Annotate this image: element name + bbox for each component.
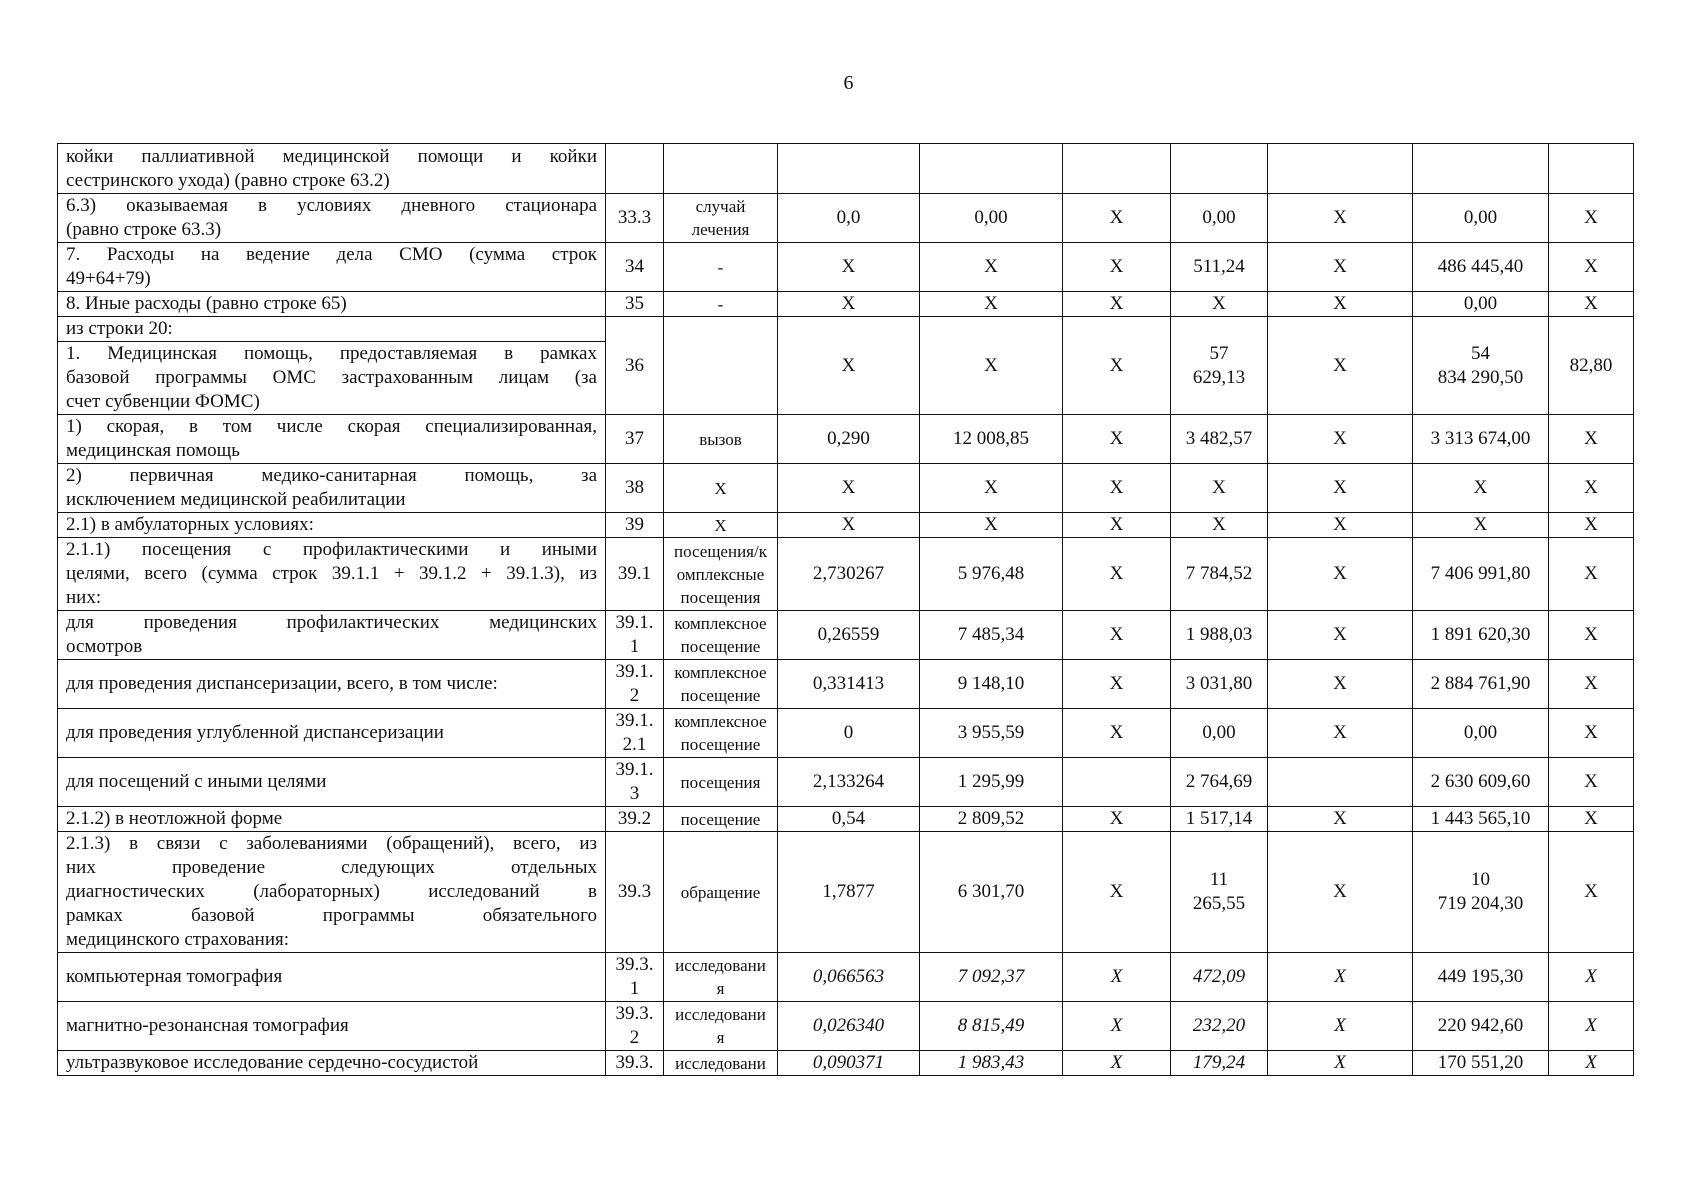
- row-number: 37: [606, 415, 664, 464]
- budget-per-capita-cell: [1063, 144, 1171, 194]
- oms-total-cell: 54 834 290,50: [1413, 317, 1549, 415]
- percent-cell: [1549, 144, 1634, 194]
- oms-per-capita-cell: 57 629,13: [1171, 317, 1268, 415]
- unit-cell: Х: [664, 513, 778, 538]
- budget-total-cell: Х: [1268, 464, 1413, 513]
- percent-cell: Х: [1549, 292, 1634, 317]
- row-name: 2.1.3) в связи с заболеваниями (обращений), всего, из них проведение следующих отдельных диагностических (лабораторных) исследований в рамках базовой программы обязательного медицинского страхования:: [58, 832, 606, 953]
- oms-total-cell: 170 551,20: [1413, 1051, 1549, 1076]
- row-number: [606, 144, 664, 194]
- budget-per-capita-cell: Х: [1063, 415, 1171, 464]
- oms-per-capita-cell: 2 764,69: [1171, 758, 1268, 807]
- table-row: [58, 292, 1634, 317]
- percent-cell: Х: [1549, 807, 1634, 832]
- volume-cell: 0,331413: [778, 660, 920, 709]
- percent-cell: Х: [1549, 1002, 1634, 1051]
- row-name: для проведения углубленной диспансеризации: [58, 709, 606, 758]
- cost-cell: 12 008,85: [920, 415, 1063, 464]
- budget-per-capita-cell: Х: [1063, 194, 1171, 243]
- budget-per-capita-cell: Х: [1063, 513, 1171, 538]
- volume-cell: 2,133264: [778, 758, 920, 807]
- cost-cell: [920, 144, 1063, 194]
- cost-cell: Х: [920, 317, 1063, 415]
- cost-cell: 5 976,48: [920, 538, 1063, 611]
- cost-cell: 9 148,10: [920, 660, 1063, 709]
- budget-total-cell: Х: [1268, 807, 1413, 832]
- row-number: 39.1: [606, 538, 664, 611]
- oms-per-capita-cell: 511,24: [1171, 243, 1268, 292]
- table-row: [58, 709, 1634, 758]
- oms-total-cell: 3 313 674,00: [1413, 415, 1549, 464]
- budget-total-cell: Х: [1268, 1051, 1413, 1076]
- page-number: 6: [843, 72, 854, 94]
- percent-cell: Х: [1549, 660, 1634, 709]
- table-row: [58, 1051, 1634, 1076]
- cost-cell: 1 295,99: [920, 758, 1063, 807]
- oms-per-capita-cell: [1171, 144, 1268, 194]
- row-number: 39.3.: [606, 1051, 664, 1076]
- budget-per-capita-cell: Х: [1063, 1051, 1171, 1076]
- table-row: [58, 807, 1634, 832]
- row-name: 1) скорая, в том числе скорая специализированная, медицинская помощь: [58, 415, 606, 464]
- budget-per-capita-cell: Х: [1063, 611, 1171, 660]
- budget-total-cell: Х: [1268, 832, 1413, 953]
- unit-cell: исследовани: [664, 1051, 778, 1076]
- budget-total-cell: Х: [1268, 243, 1413, 292]
- cost-cell: 7 485,34: [920, 611, 1063, 660]
- oms-total-cell: 2 630 609,60: [1413, 758, 1549, 807]
- oms-per-capita-cell: 11 265,55: [1171, 832, 1268, 953]
- row-number: 39.3. 2: [606, 1002, 664, 1051]
- oms-per-capita-cell: 3 031,80: [1171, 660, 1268, 709]
- row-name: для посещений с иными целями: [58, 758, 606, 807]
- oms-per-capita-cell: 1 517,14: [1171, 807, 1268, 832]
- row-name: 2.1.2) в неотложной форме: [58, 807, 606, 832]
- budget-total-cell: Х: [1268, 1002, 1413, 1051]
- row-number: 39.2: [606, 807, 664, 832]
- volume-cell: Х: [778, 292, 920, 317]
- cost-cell: 6 301,70: [920, 832, 1063, 953]
- oms-per-capita-cell: 0,00: [1171, 194, 1268, 243]
- table-row: [58, 953, 1634, 1002]
- unit-cell: комплексное посещение: [664, 709, 778, 758]
- oms-total-cell: 1 443 565,10: [1413, 807, 1549, 832]
- budget-total-cell: Х: [1268, 317, 1413, 415]
- budget-total-cell: [1268, 144, 1413, 194]
- unit-cell: -: [664, 292, 778, 317]
- oms-per-capita-cell: 1 988,03: [1171, 611, 1268, 660]
- unit-cell: посещения/к омплексные посещения: [664, 538, 778, 611]
- percent-cell: 82,80: [1549, 317, 1634, 415]
- table-row: [58, 415, 1634, 464]
- volume-cell: 0,026340: [778, 1002, 920, 1051]
- unit-cell: вызов: [664, 415, 778, 464]
- oms-per-capita-cell: 232,20: [1171, 1002, 1268, 1051]
- percent-cell: Х: [1549, 194, 1634, 243]
- oms-total-cell: Х: [1413, 464, 1549, 513]
- oms-total-cell: 0,00: [1413, 194, 1549, 243]
- budget-total-cell: Х: [1268, 415, 1413, 464]
- table-row: [58, 660, 1634, 709]
- percent-cell: Х: [1549, 513, 1634, 538]
- table-row: [58, 611, 1634, 660]
- volume-cell: 0,54: [778, 807, 920, 832]
- budget-per-capita-cell: [1063, 758, 1171, 807]
- budget-total-cell: Х: [1268, 611, 1413, 660]
- table-row: [58, 758, 1634, 807]
- row-number: 39.1. 2: [606, 660, 664, 709]
- volume-cell: Х: [778, 317, 920, 415]
- row-number: 39.3: [606, 832, 664, 953]
- unit-cell: комплексное посещение: [664, 611, 778, 660]
- oms-total-cell: 7 406 991,80: [1413, 538, 1549, 611]
- budget-per-capita-cell: Х: [1063, 538, 1171, 611]
- unit-cell: посещение: [664, 807, 778, 832]
- oms-total-cell: 486 445,40: [1413, 243, 1549, 292]
- table-row: [58, 243, 1634, 292]
- volume-cell: 2,730267: [778, 538, 920, 611]
- oms-per-capita-cell: Х: [1171, 464, 1268, 513]
- budget-total-cell: Х: [1268, 194, 1413, 243]
- cost-cell: 2 809,52: [920, 807, 1063, 832]
- volume-cell: Х: [778, 243, 920, 292]
- table-row: [58, 538, 1634, 611]
- budget-total-cell: Х: [1268, 709, 1413, 758]
- row-number: 39.3. 1: [606, 953, 664, 1002]
- percent-cell: Х: [1549, 415, 1634, 464]
- budget-total-cell: Х: [1268, 953, 1413, 1002]
- row-number: 38: [606, 464, 664, 513]
- cost-cell: 8 815,49: [920, 1002, 1063, 1051]
- budget-total-cell: Х: [1268, 538, 1413, 611]
- unit-cell: -: [664, 243, 778, 292]
- unit-cell: посещения: [664, 758, 778, 807]
- oms-total-cell: 449 195,30: [1413, 953, 1549, 1002]
- oms-per-capita-cell: Х: [1171, 513, 1268, 538]
- oms-per-capita-cell: 7 784,52: [1171, 538, 1268, 611]
- table-row: [58, 317, 1634, 342]
- percent-cell: Х: [1549, 243, 1634, 292]
- percent-cell: Х: [1549, 464, 1634, 513]
- volume-cell: [778, 144, 920, 194]
- unit-cell: Х: [664, 464, 778, 513]
- oms-total-cell: 0,00: [1413, 292, 1549, 317]
- volume-cell: 0: [778, 709, 920, 758]
- volume-cell: 0,066563: [778, 953, 920, 1002]
- budget-table: [57, 143, 1634, 1076]
- row-number: 39: [606, 513, 664, 538]
- volume-cell: 1,7877: [778, 832, 920, 953]
- unit-cell: [664, 144, 778, 194]
- oms-total-cell: 2 884 761,90: [1413, 660, 1549, 709]
- row-name: 2) первичная медико-санитарная помощь, за исключением медицинской реабилитации: [58, 464, 606, 513]
- percent-cell: Х: [1549, 758, 1634, 807]
- cost-cell: 1 983,43: [920, 1051, 1063, 1076]
- budget-per-capita-cell: Х: [1063, 317, 1171, 415]
- oms-total-cell: 220 942,60: [1413, 1002, 1549, 1051]
- oms-per-capita-cell: Х: [1171, 292, 1268, 317]
- budget-per-capita-cell: Х: [1063, 953, 1171, 1002]
- budget-total-cell: Х: [1268, 513, 1413, 538]
- row-name: ультразвуковое исследование сердечно-сосудистой: [58, 1051, 606, 1076]
- unit-cell: исследовани я: [664, 953, 778, 1002]
- table-row: [58, 144, 1634, 194]
- budget-total-cell: [1268, 758, 1413, 807]
- oms-total-cell: 0,00: [1413, 709, 1549, 758]
- row-name: койки паллиативной медицинской помощи и койки сестринского ухода) (равно строке 63.2): [58, 144, 606, 194]
- percent-cell: Х: [1549, 538, 1634, 611]
- cost-cell: Х: [920, 464, 1063, 513]
- oms-per-capita-cell: 179,24: [1171, 1051, 1268, 1076]
- unit-cell: случай лечения: [664, 194, 778, 243]
- row-number: 39.1. 1: [606, 611, 664, 660]
- table-row: [58, 513, 1634, 538]
- row-number: 39.1. 3: [606, 758, 664, 807]
- row-name: 1. Медицинская помощь, предоставляемая в рамках базовой программы ОМС застрахованным лицам (за счет субвенции ФОМС): [58, 342, 606, 415]
- volume-cell: 0,290: [778, 415, 920, 464]
- budget-per-capita-cell: Х: [1063, 292, 1171, 317]
- table-row: [58, 1002, 1634, 1051]
- budget-per-capita-cell: Х: [1063, 464, 1171, 513]
- row-name: 8. Иные расходы (равно строке 65): [58, 292, 606, 317]
- volume-cell: 0,26559: [778, 611, 920, 660]
- volume-cell: Х: [778, 513, 920, 538]
- unit-cell: обращение: [664, 832, 778, 953]
- percent-cell: Х: [1549, 611, 1634, 660]
- budget-per-capita-cell: Х: [1063, 709, 1171, 758]
- unit-cell: исследовани я: [664, 1002, 778, 1051]
- row-name: 7. Расходы на ведение дела СМО (сумма строк 49+64+79): [58, 243, 606, 292]
- row-number: 34: [606, 243, 664, 292]
- row-name: 2.1.1) посещения с профилактическими и иными целями, всего (сумма строк 39.1.1 + 39.1.2 + 39.1.3), из них:: [58, 538, 606, 611]
- cost-cell: 3 955,59: [920, 709, 1063, 758]
- oms-per-capita-cell: 0,00: [1171, 709, 1268, 758]
- cost-cell: Х: [920, 513, 1063, 538]
- volume-cell: 0,0: [778, 194, 920, 243]
- oms-total-cell: [1413, 144, 1549, 194]
- budget-total-cell: Х: [1268, 660, 1413, 709]
- oms-per-capita-cell: 3 482,57: [1171, 415, 1268, 464]
- budget-per-capita-cell: Х: [1063, 807, 1171, 832]
- table-row: [58, 832, 1634, 953]
- row-name: из строки 20:: [58, 317, 606, 342]
- budget-per-capita-cell: Х: [1063, 243, 1171, 292]
- row-number: 39.1. 2.1: [606, 709, 664, 758]
- percent-cell: Х: [1549, 1051, 1634, 1076]
- row-name: для проведения профилактических медицинских осмотров: [58, 611, 606, 660]
- oms-total-cell: Х: [1413, 513, 1549, 538]
- volume-cell: 0,090371: [778, 1051, 920, 1076]
- budget-per-capita-cell: Х: [1063, 660, 1171, 709]
- row-number: 36: [606, 317, 664, 415]
- row-name: магнитно-резонансная томография: [58, 1002, 606, 1051]
- cost-cell: Х: [920, 243, 1063, 292]
- unit-cell: комплексное посещение: [664, 660, 778, 709]
- row-name: 6.3) оказываемая в условиях дневного стационара (равно строке 63.3): [58, 194, 606, 243]
- oms-total-cell: 10 719 204,30: [1413, 832, 1549, 953]
- row-number: 35: [606, 292, 664, 317]
- budget-per-capita-cell: Х: [1063, 832, 1171, 953]
- row-number: 33.3: [606, 194, 664, 243]
- volume-cell: Х: [778, 464, 920, 513]
- cost-cell: 0,00: [920, 194, 1063, 243]
- table-row: [58, 464, 1634, 513]
- table-row: [58, 194, 1634, 243]
- budget-total-cell: Х: [1268, 292, 1413, 317]
- row-name: для проведения диспансеризации, всего, в том числе:: [58, 660, 606, 709]
- cost-cell: 7 092,37: [920, 953, 1063, 1002]
- percent-cell: Х: [1549, 709, 1634, 758]
- row-name: 2.1) в амбулаторных условиях:: [58, 513, 606, 538]
- cost-cell: Х: [920, 292, 1063, 317]
- percent-cell: Х: [1549, 953, 1634, 1002]
- row-name: компьютерная томография: [58, 953, 606, 1002]
- oms-total-cell: 1 891 620,30: [1413, 611, 1549, 660]
- oms-per-capita-cell: 472,09: [1171, 953, 1268, 1002]
- percent-cell: Х: [1549, 832, 1634, 953]
- budget-per-capita-cell: Х: [1063, 1002, 1171, 1051]
- unit-cell: [664, 317, 778, 415]
